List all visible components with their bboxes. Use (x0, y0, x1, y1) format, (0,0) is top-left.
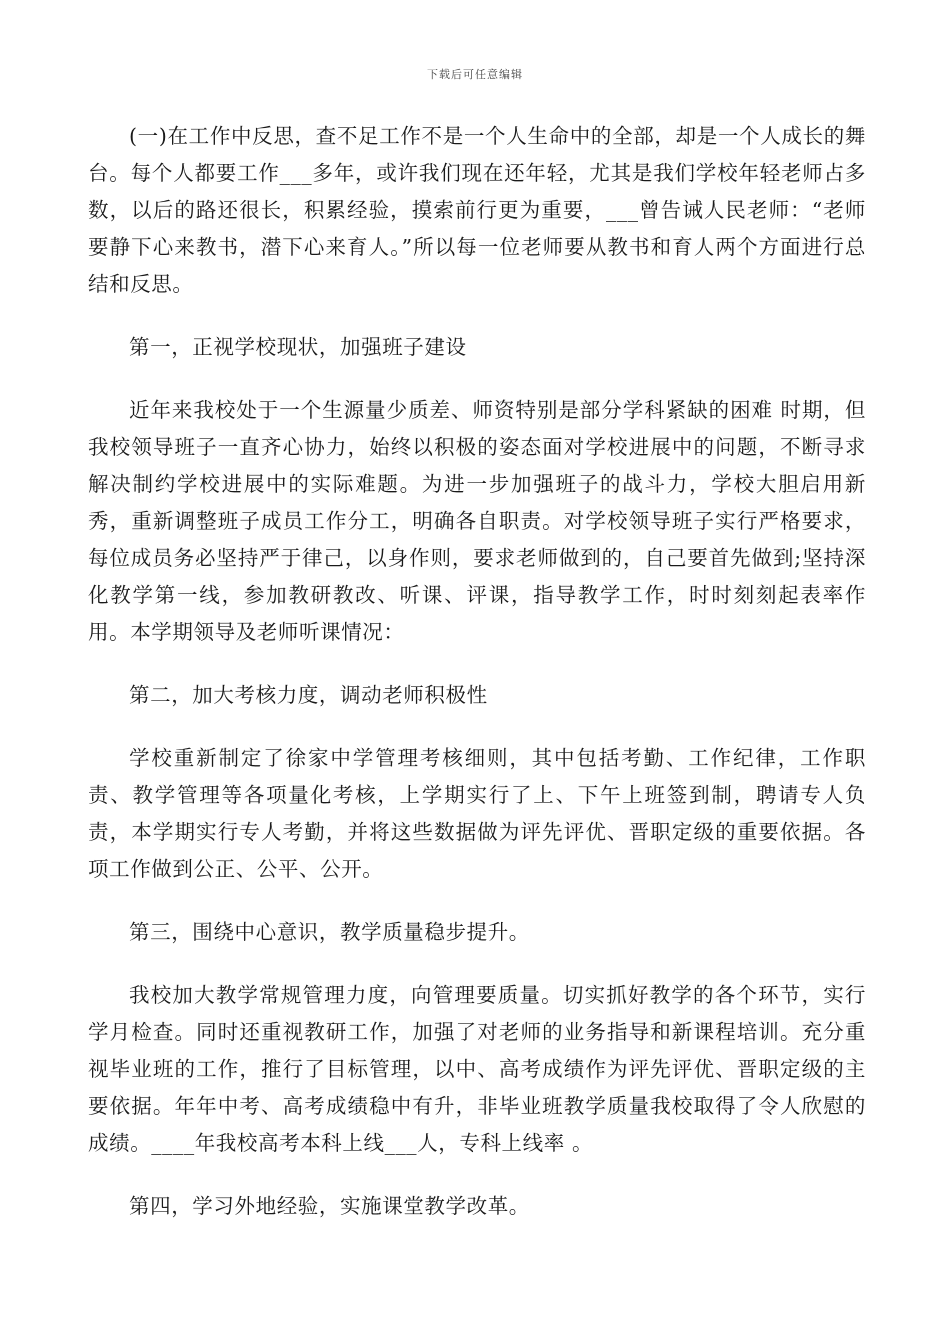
paragraph-reflection: (一)在工作中反思，查不足工作不是一个人生命中的全部，却是一个人成长的舞台。每个人都要工作___多年，或许我们现在还年轻，尤其是我们学校年轻老师占多数，以后的路还很长，积累经验，摸索前行更为重要，___曾告诫人民老师：“老师要静下心来教书，潜下心来育人。”所以每一位老师要从教书和育人两个方面进行总结和反思。 (88, 124, 866, 296)
paragraph-assessment: 学校重新制定了徐家中学管理考核细则，其中包括考勤、工作纪律，工作职责、教学管理等各项量化考核，上学期实行了上、下午上班签到制，聘请专人负责，本学期实行专人考勤，并将这些数据做为评先评优、晋职定级的重要依据。各项工作做到公正、公平、公开。 (88, 746, 866, 881)
document-body (88, 118, 866, 1251)
paragraph-leadership: 近年来我校处于一个生源量少质差、师资特别是部分学科紧缺的困难 时期，但我校领导班子一直齐心协力，始终以积极的姿态面对学校进展中的问题，不断寻求解决制约学校进展中的实际难题。为进一步加强班子的战斗力，学校大胆启用新秀，重新调整班子成员工作分工，明确各自职责。对学校领导班子实行严格要求，每位成员务必坚持严于律己，以身作则，要求老师做到的，自己要首先做到;坚持深化教学第一线，参加教研教改、听课、评课，指导教学工作，时时刻刻起表率作用。本学期领导及老师听课情况： (88, 398, 866, 644)
paragraph-teaching-quality: 我校加大教学常规管理力度，向管理要质量。切实抓好教学的各个环节，实行学月检查。同时还重视教研工作，加强了对老师的业务指导和新课程培训。充分重视毕业班的工作，推行了目标管理，以中、高考成绩作为评先评优、晋职定级的主要依据。年年中考、高考成绩稳中有升，非毕业班教学质量我校取得了令人欣慰的成绩。____年我校高考本科上线___人，专科上线率 。 (88, 983, 866, 1155)
section-heading-first: 第一，正视学校现状，加强班子建设 (129, 335, 467, 359)
section-heading-second: 第二，加大考核力度，调动老师积极性 (129, 683, 488, 707)
page-header-note: 下载后可任意编辑 (427, 68, 523, 81)
section-heading-third: 第三，围绕中心意识，教学质量稳步提升。 (129, 920, 530, 944)
section-heading-fourth: 第四，学习外地经验，实施课堂教学改革。 (129, 1194, 530, 1218)
